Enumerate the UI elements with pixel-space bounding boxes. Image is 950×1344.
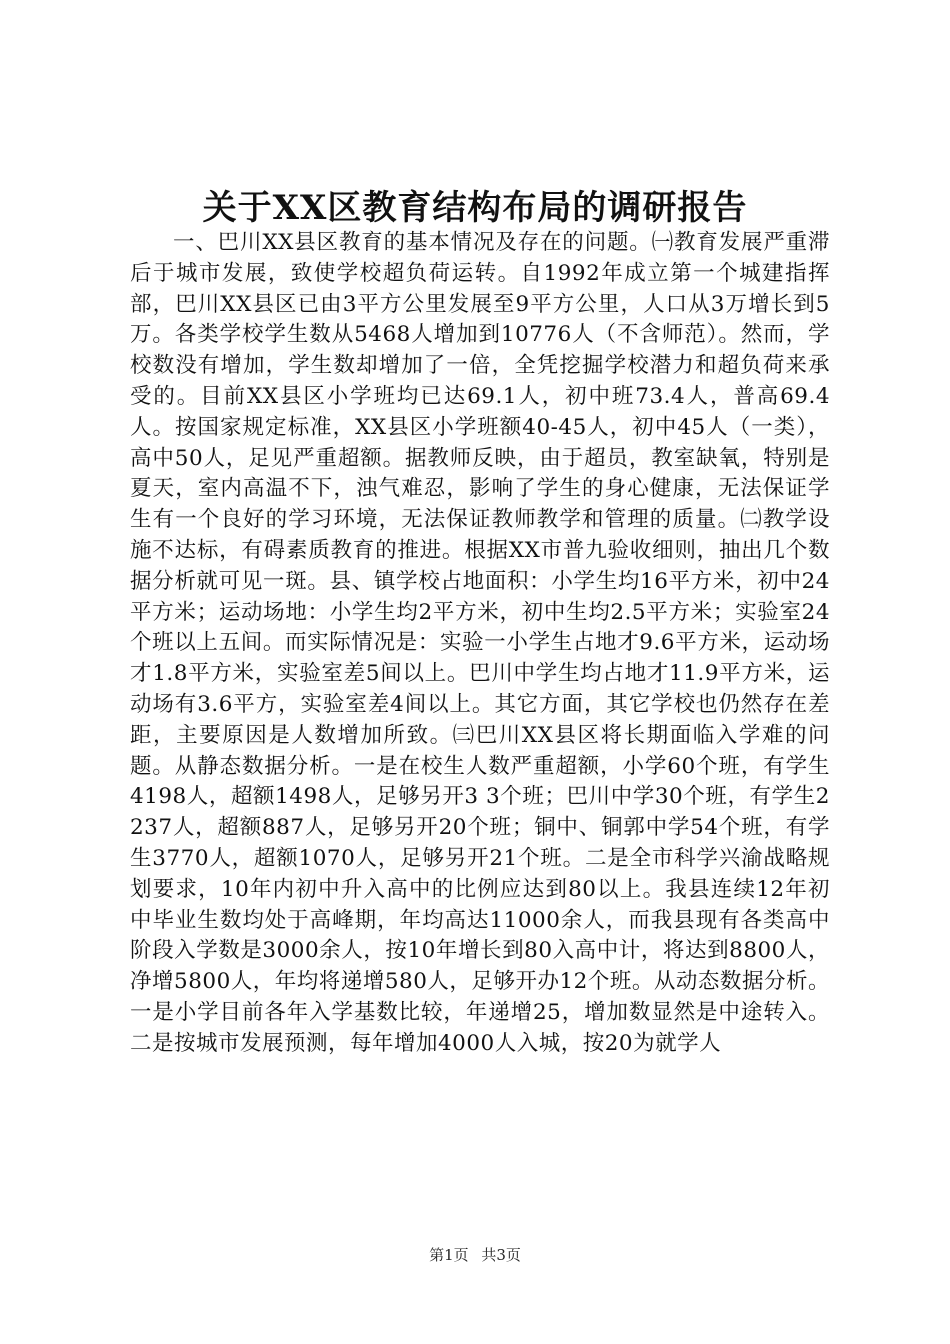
document-body-paragraph: 一、巴川XX县区教育的基本情况及存在的问题。㈠教育发展严重滞后于城市发展，致使学校超负荷运转。自1992年成立第一个城建指挥部，巴川XX县区已由3平方公里发展至9平方公里，人口从3万增长到5万。各类学校学生数从5468人增加到10776人（不含师范）。然而，学校数没有增加，学生数却增加了一倍，全凭挖掘学校潜力和超负荷来承受的。目前XX县区小学班均已达69.1人，初中班73.4人，普高69.4人。按国家规定标准，XX县区小学班额40-45人，初中45人（一类），高中50人，足见严重超额。据教师反映，由于超员，教室缺氧，特别是夏天，室内高温不下，浊气难忍，影响了学生的身心健康，无法保证学生有一个良好的学习环境，无法保证教师教学和管理的质量。㈡教学设施不达标，有碍素质教育的推进。根据XX市普九验收细则，抽出几个数据分析就可见一斑。县、镇学校占地面积：小学生均16平方米，初中24平方米；运动场地：小学生均2平方米，初中生均2.5平方米；实验室24个班以上五间。而实际情况是：实验一小学生占地才9.6平方米，运动场才1.8平方米，实验室差5间以上。巴川中学生均占地才11.9平方米，运动场有3.6平方，实验室差4间以上。其它方面，其它学校也仍然存在差距，主要原因是人数增加所致。㈢巴川XX县区将长期面临入学难的问题。从静态数据分析。一是在校生人数严重超额，小学60个班，有学生4198人，超额1498人，足够另开3 3个班；巴川中学30个班，有学生2237人，超额887人，足够另开20个班；铜中、铜郭中学54个班，有学生3770人，超额1070人，足够另开21个班。二是全市科学兴渝战略规划要求，10年内初中升入高中的比例应达到80以上。我县连续12年初中毕业生数均处于高峰期，年均高达11000余人，而我县现有各类高中阶段入学数是3000余人，按10年增长到80入高中计，将达到8800人，净增5800人，年均将递增580人，足够开办12个班。从动态数据分析。一是小学目前各年入学基数比较，年递增25，增加数显然是中途转入。二是按城市发展预测，每年增加4000人入城，按20为就学人 xyxy=(130,230,830,1056)
page-total: 共3页 xyxy=(481,1246,521,1264)
page-footer xyxy=(0,1244,950,1266)
page-number: 第1页 xyxy=(429,1246,469,1264)
document-title: 关于XX区教育结构布局的调研报告 xyxy=(202,188,748,228)
